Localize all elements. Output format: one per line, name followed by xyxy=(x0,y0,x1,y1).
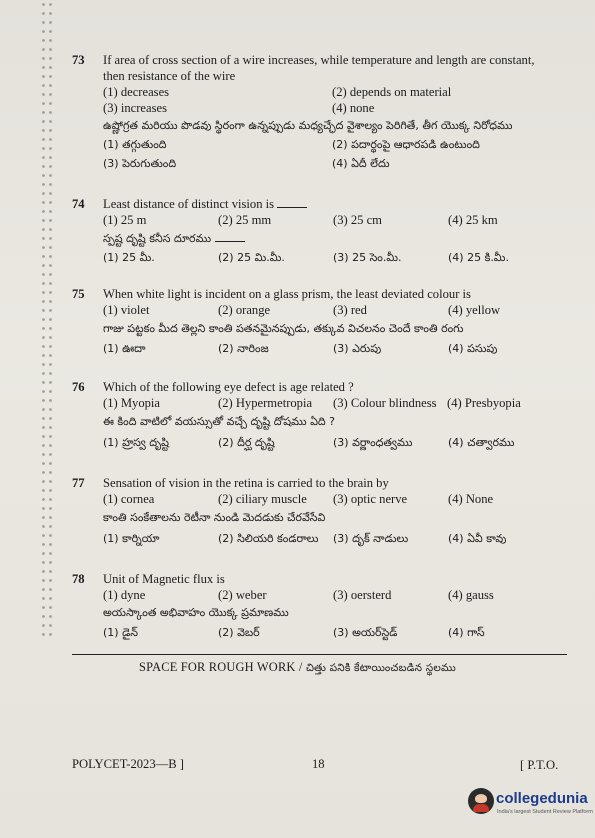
option-4-en: (4) Presbyopia xyxy=(447,396,521,410)
option-2-en: (2) 25 mm xyxy=(218,213,272,227)
question-number: 73 xyxy=(72,53,85,67)
question-stem-en: Least distance of distinct vision is xyxy=(103,197,275,211)
option-4-te: (4) 25 కి.మీ. xyxy=(448,251,509,264)
question-stem-en: Which of the following eye defect is age related ? xyxy=(103,380,354,394)
question-number: 78 xyxy=(72,572,85,586)
option-1-en: (1) Myopia xyxy=(103,396,161,410)
option-1-en: (1) dyne xyxy=(103,588,146,602)
option-2-te: (2) దీర్ఘ దృష్టి xyxy=(218,436,275,449)
question-stem-te: స్పష్ట దృష్టి కనీస దూరము xyxy=(103,232,212,245)
option-4-en: (4) 25 km xyxy=(448,213,498,227)
option-4-en: (4) gauss xyxy=(448,588,494,602)
option-3-te: (3) దృక్ నాడులు xyxy=(333,532,409,545)
option-2-te: (2) వెబర్ xyxy=(218,626,260,639)
watermark-logo xyxy=(468,786,593,826)
question-stem-te: ఉష్ణోగ్రత మరియు పొడవు స్థిరంగా ఉన్నప్పుడు మధ్యచ్ఛేద వైశాల్యం పెరిగితే, తీగ యొక్క నిరోధము xyxy=(103,119,513,132)
option-3-en: (3) increases xyxy=(103,101,167,115)
question-stem-en: Sensation of vision in the retina is carried to the brain by xyxy=(103,476,389,490)
answer-blank xyxy=(277,197,307,208)
option-4-en: (4) None xyxy=(448,492,494,506)
question-number: 77 xyxy=(72,476,85,490)
question-number: 75 xyxy=(72,287,85,301)
question-stem-te: కాంతి సంకేతాలను రెటీనా నుండి మెదడుకు చేరవేసేవి xyxy=(103,511,326,524)
question-74 xyxy=(72,196,572,266)
answer-blank-te xyxy=(215,231,245,242)
option-3-te: (3) 25 సెం.మీ. xyxy=(333,251,402,264)
question-stem-te: అయస్కాంత అభివాహం యొక్క ప్రమాణము xyxy=(103,606,289,619)
option-1-te: (1) 25 మీ. xyxy=(103,251,155,264)
option-2-en: (2) depends on material xyxy=(332,85,452,99)
mascot-icon xyxy=(468,788,494,814)
option-3-te: (3) వర్ణాంధత్వము xyxy=(333,436,413,449)
option-1-te: (1) హ్రస్వ దృష్టి xyxy=(103,436,169,449)
question-stem-en-line2: then resistance of the wire xyxy=(103,69,236,83)
rough-work-label-te: చిత్తు పనికి కేటాయించబడిన స్థలము xyxy=(305,662,456,674)
option-3-en: (3) red xyxy=(333,303,367,317)
pto-label: [ P.T.O. xyxy=(520,758,559,772)
option-1-en: (1) decreases xyxy=(103,85,170,99)
option-1-en: (1) 25 m xyxy=(103,213,147,227)
option-4-te: (4) ఏదీ లేదు xyxy=(332,157,390,170)
option-2-te: (2) 25 మి.మీ. xyxy=(218,251,285,264)
page-number: 18 xyxy=(312,757,325,771)
rough-work-label-en: SPACE FOR ROUGH WORK / xyxy=(139,660,303,674)
divider-line xyxy=(72,654,567,655)
option-3-en: (3) optic nerve xyxy=(333,492,408,506)
option-4-te: (4) ఏవీ కావు xyxy=(448,532,507,545)
option-4-en: (4) none xyxy=(332,101,375,115)
rough-work-heading xyxy=(0,660,595,676)
question-number: 74 xyxy=(72,197,85,211)
option-4-te: (4) గాస్ xyxy=(448,626,485,639)
option-2-en: (2) ciliary muscle xyxy=(218,492,307,506)
option-1-en: (1) cornea xyxy=(103,492,155,506)
option-2-te: (2) సిలియరి కండరాలు xyxy=(218,532,319,545)
question-stem-en-line1: If area of cross section of a wire increases, while temperature and length are constant, xyxy=(103,53,535,67)
option-2-en: (2) weber xyxy=(218,588,267,602)
option-3-en: (3) oersterd xyxy=(333,588,392,602)
option-1-te: (1) ఊదా xyxy=(103,342,146,355)
question-78 xyxy=(72,571,572,641)
option-3-te: (3) అయర్‌స్టెడ్ xyxy=(333,626,398,639)
question-stem-te: గాజు పట్టకం మీద తెల్లని కాంతి పతనమైనప్పుడు, తక్కువ విచలనం చెందే కాంతి రంగు xyxy=(103,322,464,335)
option-2-te: (2) నారింజ xyxy=(218,342,269,355)
question-number: 76 xyxy=(72,380,85,394)
option-3-en: (3) Colour blindness xyxy=(333,396,437,410)
option-4-en: (4) yellow xyxy=(448,303,501,317)
watermark-tagline: India's largest Student Review Platform xyxy=(497,809,593,815)
option-2-en: (2) orange xyxy=(218,303,271,317)
option-3-te: (3) ఎరుపు xyxy=(333,342,382,355)
question-75 xyxy=(72,286,572,357)
watermark-name: collegedunia xyxy=(496,790,588,807)
question-73 xyxy=(72,52,572,172)
option-1-te: (1) కార్నియా xyxy=(103,532,160,545)
question-76 xyxy=(72,379,572,451)
option-3-en: (3) 25 cm xyxy=(333,213,382,227)
option-2-en: (2) Hypermetropia xyxy=(218,396,313,410)
option-4-te: (4) చత్వారము xyxy=(448,436,515,449)
option-1-te: (1) డైన్ xyxy=(103,626,138,639)
binding-holes xyxy=(40,0,54,640)
option-1-te: (1) తగ్గుతుంది xyxy=(103,138,167,151)
option-3-te: (3) పెరుగుతుంది xyxy=(103,157,177,170)
option-2-te: (2) పదార్థంపై ఆధారపడి ఉంటుంది xyxy=(332,138,480,151)
option-4-te: (4) పసుపు xyxy=(448,342,498,355)
question-stem-te: ఈ కింది వాటిలో వయస్సుతో వచ్చే దృష్టి దోషము ఏది ? xyxy=(103,415,335,428)
option-1-en: (1) violet xyxy=(103,303,150,317)
paper-code: POLYCET-2023—B ] xyxy=(72,757,184,771)
question-stem-en: When white light is incident on a glass prism, the least deviated colour is xyxy=(103,287,471,301)
question-77 xyxy=(72,475,572,547)
question-stem-en: Unit of Magnetic flux is xyxy=(103,572,225,586)
